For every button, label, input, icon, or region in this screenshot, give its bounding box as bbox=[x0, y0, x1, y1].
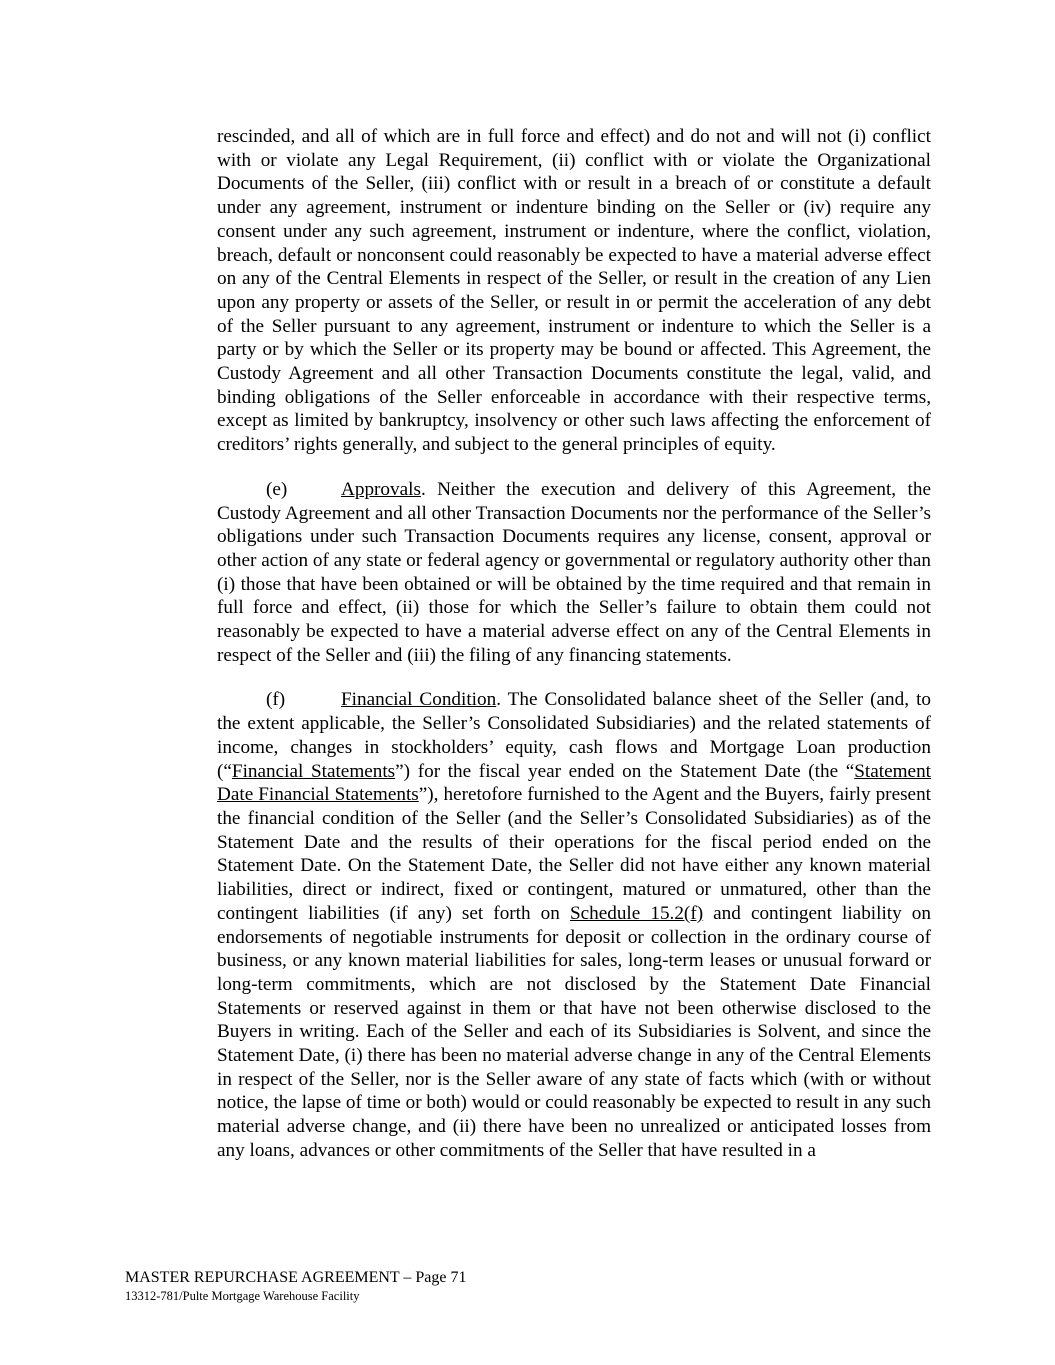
document-body bbox=[217, 125, 931, 1184]
defined-term-statement-date-financial-statements: Statement Date Financial Statements bbox=[217, 760, 931, 806]
paragraph-e-text: . Neither the execution and delivery of this Agreement, the Custody Agreement and all other Transaction Documents nor the performance of the Seller’s obligations under such Transaction Documents requires any license, consent, approval or other action of any state or federal agency or governmental or regulatory authority other than (i) those that have been obtained or will be obtained by the time required and that remain in full force and effect, (ii) those for which the Seller’s failure to obtain them could not reasonably be expected to have a material adverse effect on any of the Central Elements in respect of the Seller and (iii) the filing of any financing statements. bbox=[217, 478, 931, 666]
paragraph-d-continued: rescinded, and all of which are in full force and effect) and do not and will not (i) conflict with or violate any Legal Requirement, (ii) conflict with or violate the Organizational Documents of the Seller, (iii) conflict with or result in a breach of or constitute a default under any agreement, instrument or indenture binding on the Seller or (iv) require any consent under any such agreement, instrument or indenture, where the conflict, violation, breach, default or nonconsent could reasonably be expected to have a material adverse effect on any of the Central Elements in respect of the Seller, or result in the creation of any Lien upon any property or assets of the Seller, or result in or permit the acceleration of any debt of the Seller pursuant to any agreement, instrument or indenture to which the Seller is a party or by which the Seller or its property may be bound or affected. This Agreement, the Custody Agreement and all other Transaction Documents constitute the legal, valid, and binding obligations of the Seller enforceable in accordance with their respective terms, except as limited by bankruptcy, insolvency or other such laws affecting the enforcement of creditors’ rights generally, and subject to the general principles of equity. bbox=[217, 126, 931, 456]
section-number-e: (e) bbox=[266, 478, 288, 500]
paragraph-f-text-2: ”) for the fiscal year ended on the Statement Date (the “ bbox=[395, 760, 855, 782]
footer-doc-id: 13312-781/Pulte Mortgage Warehouse Facility bbox=[125, 1289, 360, 1303]
paragraph-f-financial-condition bbox=[217, 688, 931, 1162]
schedule-reference: Schedule 15.2(f) bbox=[569, 902, 704, 924]
paragraph-f-text-1: . The Consolidated balance sheet of the Seller (and, to the extent applicable, the Seller’s Consolidated Subsidiaries) and the related statements of income, changes in stockholders’ equity, cash flows and Mortgage Loan production (“ bbox=[217, 689, 931, 782]
page-footer bbox=[125, 1268, 467, 1304]
paragraph-e-approvals bbox=[217, 478, 931, 668]
section-number-f: (f) bbox=[266, 689, 286, 711]
defined-term-financial-statements: Financial Statements bbox=[231, 760, 396, 782]
paragraph-f-text-3: ”), heretofore furnished to the Agent and the Buyers, fairly present the financial condition of the Seller (and the Seller’s Consolidated Subsidiaries) as of the Statement Date and the results of their operations for the fiscal period ended on the Statement Date. On the Statement Date, the Seller did not have either any known material liabilities, direct or indirect, fixed or contingent, matured or unmatured, other than the contingent liabilities (if any) set forth on bbox=[217, 784, 931, 924]
paragraph-f-text-4: and contingent liability on endorsements of negotiable instruments for deposit or collection in the ordinary course of business, or any known material liabilities for sales, long-term leases or unusual forward or long-term commitments, which are not disclosed by the Statement Date Financial Statements or reserved against in them or that have not been otherwise disclosed to the Buyers in writing. Each of the Seller and each of its Subsidiaries is Solvent, and since the Statement Date, (i) there has been no material adverse change in any of the Central Elements in respect of the Seller, nor is the Seller aware of any state of facts which (with or without notice, the lapse of time or both) would or could reasonably be expected to result in any such material adverse change, and (ii) there have been no unrealized or anticipated losses from any loans, advances or other commitments of the Seller that have resulted in a bbox=[217, 902, 931, 1161]
section-heading-financial-condition: Financial Condition bbox=[341, 689, 497, 711]
section-heading-approvals: Approvals bbox=[341, 478, 421, 500]
footer-title: MASTER REPURCHASE AGREEMENT – Page 71 bbox=[125, 1269, 467, 1286]
